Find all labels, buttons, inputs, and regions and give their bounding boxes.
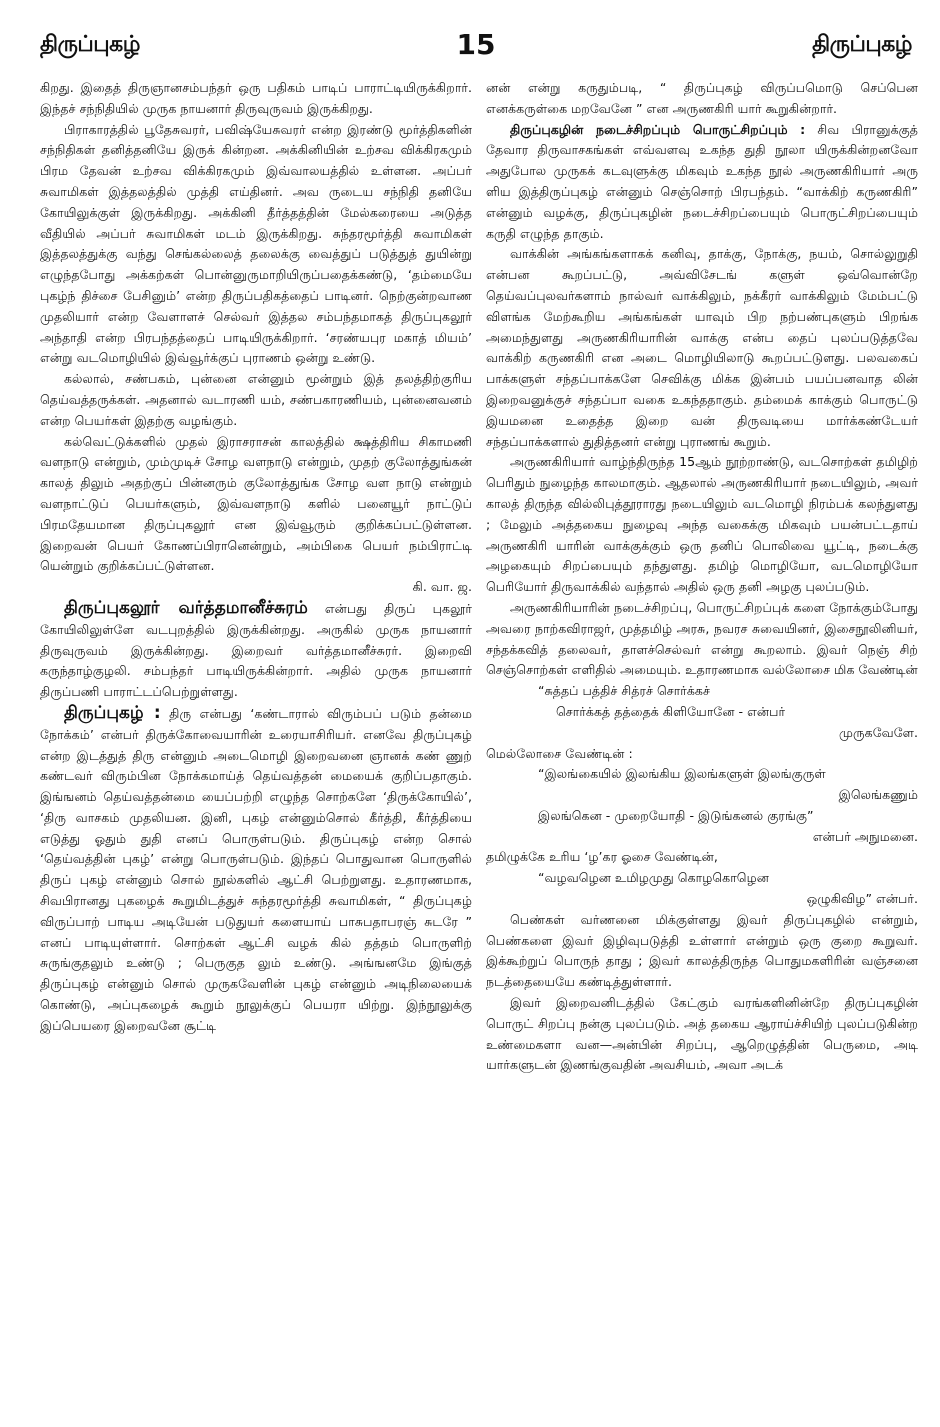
- paragraph: கல்வெட்டுக்களில் முதல் இராசராசன் காலத்தில் க்ஷத்திரிய சிகாமணி வளநாடு என்றும், மும்முடிச் சோழ வளநாடு என்றும், முதற் குலோத்துங்கன் காலத் திலும் அதற்குப் பின்னரும் குலோத்துங்க சோழ வள நாடு என்றும் வளநாட்டுப் பெயர்களும், இவ்வளநாடு களில் பனையூர் நாட்டுப் பிரமதேயமான திருப்புகலூர் என இவ்வூரும் குறிக்கப்பட்டுள்ளன. இறைவன் பெயர் கோணப்பிரானென்றும், அம்பிகை பெயர் நம்பிராட்டி யென்றும் குறிக்கப்பட்டுள்ளன.: [40, 433, 472, 574]
- paragraph-text: என்பது திருப் புகலூர் கோயிலிலுள்ளே வடபுறத்தில் இருக்கின்றது. அருகில் முருக நாயனார் திருவுருவம் இருக்கின்றது. இறைவர் வர்த்தமானீச்சுரர். இறைவி கருந்தாழ்குழலி. சம்பந்தர் பாடியிருக்கின்றார். அதில் முருக நாயனார் திருப்பணி பாராட்டப்பெற்றுள்ளது.: [40, 600, 472, 700]
- paragraph: பெண்கள் வர்ணனை மிக்குள்ளது இவர் திருப்புகழில் என்றும், பெண்களை இவர் இழிவுபடுத்தி உள்ளார் என்றும் ஒரு குறை கூறுவர். இக்கூற்றுப் பொருந் தாது ; இவர் காலத்திருந்த பொதுமகளிரின் வஞ்சனை நடத்தையையே கண்டித்துள்ளார்.: [486, 911, 918, 990]
- left-column: [40, 78, 472, 1408]
- paragraph: னன் என்று கருதும்படி, “ திருப்புகழ் விருப்பமொடு செப்பென எனக்கருள்கை மறவேனே ” என அருணகிரி யார் கூறுகின்றார்.: [486, 80, 918, 116]
- paragraph: மெல்லோசை வேண்டின் :: [486, 745, 633, 761]
- paragraph: அருணகிரியார் வாழ்ந்திருந்த 15ஆம் நூற்றாண்டு, வடசொற்கள் தமிழிற் பெரிதும் நுழைந்த காலமாகும். ஆதலால் அருணகிரியார் நடையிலும், அவர் காலத் திருந்த வில்லிபுத்தூராரது நடையிலும் வடமொழி நிரம்பக் கலந்துளது ; மேலும் அத்தகைய நுழைவு அந்த வகைக்கு மிகவும் பயன்பட்டதாய் அருணகிரி யாரின் வாக்குக்கும் ஒரு தனிப் பொலிவை யூட்டி, நடைக்கு அழகையும் சிறப்பையும் தந்துளது. தமிழ் மொழியோ, வடமொழியோ பெரியோர் திருவாக்கில் வந்தால் அதில் ஒரு தனி அழகு புலப்படும்.: [486, 454, 918, 595]
- page-header: [40, 28, 912, 68]
- verse-attribution: முருகவேளே.: [838, 724, 918, 740]
- paragraph-text: திரு என்பது ‘கண்டாரால் விரும்பப் படும் தன்மை நோக்கம்’ என்பர் திருக்கோவையாரின் உரையாசிரியர். எனவே திருப்புகழ் என்ற இடத்துத் திரு என்னும் அடைமொழி இறைவனை ஞானக் கண் ணுற் கண்டவர் விரும்பின நோக்கமாய்த் தெய்வத்தன் மையைக் குறிப்பதாகும். இங்ஙனம் தெய்வத்தன்மை யைப்பற்றி எழுந்த சொற்களே ‘திருக்கோயில்’, ‘திரு வாசகம் முதலியன. இனி, புகழ் என்னும்சொல் கீர்த்தி, கீர்த்தியை எடுத்து ஓதும் துதி எனப் பொருள்படும். திருப்புகழ் என்ற சொல் ‘தெய்வத்தின் புகழ்’ என்று பொருள்படும். இந்தப் பொதுவான பொருளில் திருப் புகழ் என்னும் சொல் நூல்களில் ஆட்சி பெற்றுளது. உதாரணமாக, சிவபிரானது புகழைக் கூறுமிடத்துச் சுந்தரமூர்த்தி சுவாமிகள், “ திருப்புகழ் விருப்பாற் பாடிய அடியேன் படுதுயர் களையாய் பாசுபதாபரஞ் சுடரே ” எனப் பாடியுள்ளார். சொற்கள் ஆட்சி வழக் கில் தத்தம் பொருளிற் சுருங்குதலும் உண்டு ; பெருகுத லும் உண்டு. அங்ஙனமே இங்குத் திருப்புகழ் என்னும் சொல் முருகவேளின் புகழ் என்னும் அடிநிலையைக் கொண்டு, அப்புகழைக் கூறும் நூலுக்குப் பெயரா யிற்று. இந்நூலுக்கு இப்பெயரை இறைவனே சூட்டி: [40, 705, 472, 1033]
- page-number: 15: [456, 28, 496, 61]
- running-title-left: திருப்புகழ்: [40, 32, 140, 57]
- author-initials: கி. வா. ஜ.: [412, 579, 472, 595]
- right-column: [486, 78, 918, 1408]
- verse-line: சொர்க்கத் தத்தைக் கிளியோனே - என்பர்: [556, 703, 786, 719]
- running-title-right: திருப்புகழ்: [812, 32, 912, 57]
- verse-line: இலெங்கணும்: [838, 787, 918, 803]
- paragraph: கிறது. இதைத் திருஞானசம்பந்தர் ஒரு பதிகம் பாடிப் பாராட்டியிருக்கிறார். இந்தச் சந்நிதியில் முருக நாயனார் திருவுருவம் இருக்கிறது.: [40, 80, 472, 116]
- paragraph: பிராகாரத்தில் பூதேசுவரர், பவிஷ்யேசுவரர் என்ற இரண்டு மூர்த்திகளின் சந்நிதிகள் தனித்தனியே இருக் கின்றன. அக்கினியின் உற்சவ விக்கிரகமும் பிரம தேவன் உற்சவ விக்கிரகமும் இவ்வாலயத்தில் உள்ளன. அப்பர் சுவாமிகள் இத்தலத்தில் முத்தி எய்தினர். அவ ருடைய சந்நிதி தனியே கோயிலுக்குள் இருக்கிறது. அக்கினி தீர்த்தத்தின் மேல்கரையை அடுத்த வீதியில் அப்பர் சுவாமிகள் மடம் இருக்கிறது. சுந்தரமூர்த்தி சுவாமிகள் இத்தலத்துக்கு வந்து செங்கல்லைத் தலைக்கு வைத்துப் படுத்துத் துயின்று எழுந்தபோது அக்கற்கள் பொன்னுருமாறியிருப்பதைக்கண்டு, ‘தம்மையே புகழ்ந் திச்சை பேசினும்’ என்ற திருப்பதிகத்தைப் பாடினர். நெற்குன்றவாண முதலியார் என்ற வேளாளச் செல்வர் இத்தல சம்பந்தமாகத் திருப்புகலூர் அந்தாதி என்ற பிரபந்தத்தைப் பாடியிருக்கிறார். ‘சரண்யபுர மகாத் மியம்’ என்று வடமொழியில் இவ்வூர்க்குப் புராணம் ஒன்று உண்டு.: [40, 121, 472, 366]
- verse-line: “வழவழென உமிழமுது கொழகொழென: [538, 870, 769, 886]
- verse-line: இலங்கென - முறையோதி - இடுங்கனல் குரங்கு”: [538, 807, 814, 823]
- verse-attribution: ஒழுகிவிழ” என்பர்.: [806, 891, 918, 907]
- verse-attribution: என்பர் அநுமனை.: [812, 828, 918, 844]
- paragraph: கல்லால், சண்பகம், புன்னை என்னும் மூன்றும் இத் தலத்திற்குரிய தெய்வத்தருக்கள். அதனால் வடாரணி யம், சண்பகாரணியம், புன்னைவனம் என்ற பெயர்கள் இதற்கு வழங்கும்.: [40, 371, 472, 428]
- paragraph: இவர் இறைவனிடத்தில் கேட்கும் வரங்களினின்றே திருப்புகழின் பொருட் சிறப்பு நன்கு புலப்படும். அத் தகைய ஆராய்ச்சியிற் புலப்படுகின்ற உண்மைகளா வன—அன்பின் சிறப்பு, ஆறெழுத்தின் பெருமை, அடி யார்களுடன் இணங்குவதின் அவசியம், அவா அடக்: [486, 995, 918, 1073]
- verse-line: “சுத்தப் பத்திச் சித்ரச் சொர்க்கச்: [538, 683, 710, 699]
- paragraph: [486, 120, 918, 245]
- paragraph: வாக்கின் அங்கங்களாகக் கனிவு, தாக்கு, நோக்கு, நயம், சொல்லுறுதி என்பன கூறப்பட்டு, அவ்விசேடங் களுள் ஒவ்வொன்றே தெய்வப்புலவர்களாம் நால்வர் வாக்கிலும், நக்கீரர் வாக்கிலும் மேம்பட்டு விளங்க மேற்கூறிய அங்கங்கள் யாவும் பிற நற்பண்புகளும் பிறங்க அமைந்துளது அருணகிரியாரின் வாக்கு என்ப தைப் புலப்படுத்தவே வாக்கிற் கருணகிரி என அடை மொழியிலாடு கூறப்பட்டுளது. பலவகைப் பாக்களுள் சந்தப்பாக்களே செவிக்கு மிக்க இன்பம் பயப்பனவாத லின் இறைவனுக்குச் சந்தப்பா வகை உகந்ததாகும். தம்மைக் காக்கும் பொருட்டு இயமனை உதைத்த இறை வன் திருவடியை மார்க்கண்டேயர் சந்தப்பாக்களால் துதித்தனர் என்று புராணங் கூறும்.: [486, 246, 918, 449]
- verse-line: “இலங்கையில் இலங்கிய இலங்களுள் இலங்குருள்: [538, 766, 826, 782]
- paragraph: [40, 703, 472, 1037]
- section-heading: திருப்புகலூர் வர்த்தமானீச்சுரம்: [64, 597, 308, 618]
- paragraph: [40, 598, 472, 703]
- paragraph: தமிழுக்கே உரிய ‘ழ’கர ஓசை வேண்டின்,: [486, 849, 718, 865]
- paragraph: அருணகிரியாரின் நடைச்சிறப்பு, பொருட்சிறப்புக் களை நோக்கும்போது அவரை நாற்கவிராஜர், முத்தமிழ் அரசு, நவரச சுவையினர், இசைநூலினியர், சந்தக்கவித் தலைவர், தாளச்செல்வர் என்று கூறலாம். இவர் நெஞ் சிற் செஞ்சொற்கள் எளிதில் அமையும். உதாரணமாக வல்லோசை மிக வேண்டின்: [486, 599, 918, 678]
- section-heading: திருப்புகழ் :: [64, 702, 161, 723]
- paragraph-text: சிவ பிரானுக்குத் தேவார திருவாசகங்கள் எவ்வளவு உகந்த துதி நூலா யிருக்கின்றனவோ அதுபோல முருகக் கடவுளுக்கு மிகவும் உகந்த நூல் அருணகிரியார் அரு ளிய இத்திருப்புகழ் என்னும் செஞ்சொற் பிரபந்தம். “வாக்கிற் கருணகிரி” என்னும் வழக்கு, திருப்புகழின் நடைச்சிறப்பையும் பொருட்சிறப்பையும் கருதி எழுந்த தாகும்.: [486, 121, 918, 241]
- section-heading: திருப்புகழின் நடைச்சிறப்பும் பொருட்சிறப்பும் :: [510, 121, 806, 137]
